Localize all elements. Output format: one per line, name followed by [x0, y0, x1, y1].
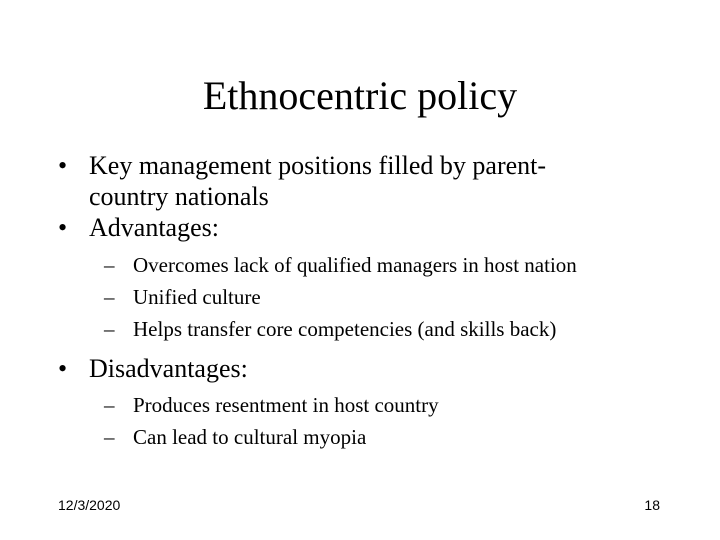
- bullet-text-line-1: Key management positions filled by parent-: [89, 151, 547, 180]
- sub-item: [104, 421, 678, 453]
- bullet-item-advantages: [58, 212, 678, 243]
- advantages-sublist: [104, 249, 678, 345]
- sub-item-text: Can lead to cultural myopia: [133, 425, 367, 449]
- bullet-item-key-management: [58, 150, 678, 212]
- sub-item-text: Overcomes lack of qualified managers in host nation: [133, 253, 577, 277]
- bullet-icon: •: [58, 354, 68, 383]
- bullet-icon: •: [58, 213, 68, 242]
- dash-icon: –: [104, 253, 115, 277]
- bullet-text: Advantages:: [89, 213, 219, 242]
- disadvantages-sublist: [104, 389, 678, 453]
- footer-page-number: 18: [644, 497, 660, 513]
- slide-body: [58, 150, 678, 453]
- sub-item: [104, 313, 678, 345]
- bullet-item-disadvantages: [58, 353, 678, 384]
- dash-icon: –: [104, 317, 115, 341]
- footer-date: 12/3/2020: [58, 497, 121, 513]
- bullet-text: Disadvantages:: [89, 354, 248, 383]
- sub-item: [104, 281, 678, 313]
- sub-item: [104, 389, 678, 421]
- dash-icon: –: [104, 425, 115, 449]
- sub-item-text: Helps transfer core competencies (and skills back): [133, 317, 557, 341]
- bullet-icon: •: [58, 151, 68, 180]
- dash-icon: –: [104, 285, 115, 309]
- sub-item-text: Produces resentment in host country: [133, 393, 439, 417]
- dash-icon: –: [104, 393, 115, 417]
- slide-title: Ethnocentric policy: [202, 73, 518, 118]
- sub-item: [104, 249, 678, 281]
- sub-item-text: Unified culture: [133, 285, 261, 309]
- bullet-text-line-2: country nationals: [89, 182, 269, 211]
